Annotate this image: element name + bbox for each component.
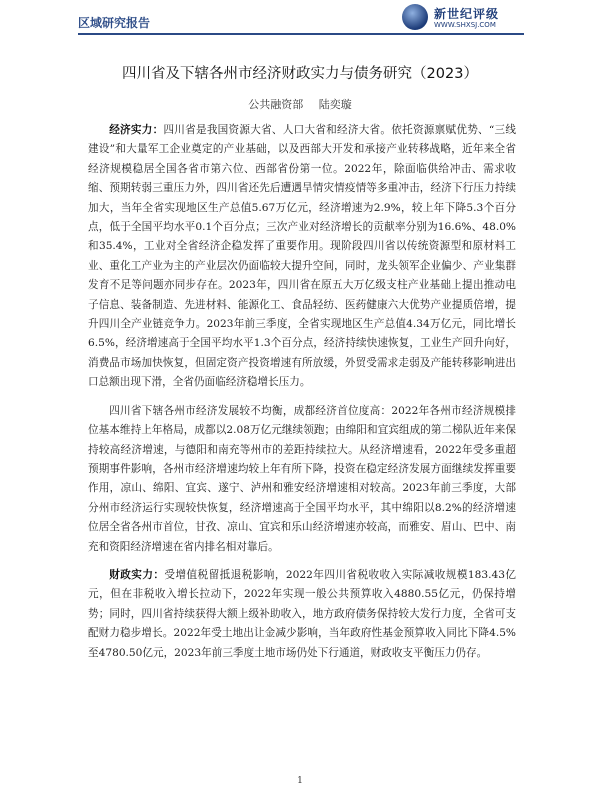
- page-header: [0, 0, 600, 38]
- department: 公共融资部: [248, 98, 304, 111]
- author-line: [0, 96, 600, 112]
- paragraph-text: 四川省是我国资源大省、人口大省和经济大省。依托资源禀赋优势、“三线建设”和大量军工企业奠定的产业基础，以及西部大开发和承接产业转移战略，近年来全省经济规模稳居全国各省市第六位、西部省份第一位。2022年，除面临供给冲击、需求收缩、预期转弱三重压力外，四川省还先后遭遇旱情灾情疫情等多重冲击，经济下行压力持续加大，当年全省实现地区生产总值5.67万亿元，经济增速为2.9%，较上年下降5.3个百分点，低于全国平均水平0.1个百分点；三次产业对经济增长的贡献率分别为16.6%、48.0%和35.4%，工业对全省经济企稳发挥了重要作用。现阶段四川省以传统资源型和原材料工业、重化工产业为主的产业层次仍面临较大提升空间，同时，龙头领军企业偏少、产业集群发育不足等问题亦同步存在。2023年，四川省在原五大万亿级支柱产业基础上提出推动电子信息、装备制造、先进材料、能源化工、食品轻纺、医药健康六大优势产业提质倍增，提升四川全产业链竞争力。2023年前三季度，全省实现地区生产总值4.34万亿元，同比增长6.5%，经济增速高于全国平均水平1.3个百分点，经济持续快速恢复，工业生产回升向好，消费品市场加快恢复，但固定资产投资增速有所放缓，外贸受需求走弱及产能转移影响进出口总额出现下滑，全省仍面临经济稳增长压力。: [88, 124, 516, 389]
- paragraph-lead: 经济实力：: [109, 124, 164, 136]
- page-number: 1: [297, 776, 303, 786]
- document-title: 四川省及下辖各州市经济财政实力与债务研究（2023）: [122, 66, 478, 82]
- section-title: 区域研究报告: [78, 16, 151, 30]
- document-body: [88, 121, 516, 672]
- logo-name: 新世纪评级: [434, 7, 500, 21]
- paragraph-text: 四川省下辖各州市经济发展较不均衡，成都经济首位度高：2022年各州市经济规模排位基本维持上年格局，成都以2.08万亿元继续领跑；由绵阳和宜宾组成的第二梯队近年来保持较高经济增速，与德阳和南充等州市的差距持续拉大。从经济增速看，2022年受多重超预期事件影响，各州市经济增速均较上年有所下降，投资在稳定经济发展方面继续发挥重要作用，凉山、绵阳、宜宾、遂宁、泸州和雅安经济增速相对较高。2023年前三季度，大部分州市经济运行实现较快恢复，经济增速高于全国平均水平，其中绵阳以8.2%的经济增速位居全省各州市首位，甘孜、凉山、宜宾和乐山经济增速亦较高，而雅安、眉山、巴中、南充和资阳经济增速在省内排名相对靠后。: [88, 404, 516, 553]
- paragraph-lead: 财政实力：: [109, 568, 165, 581]
- logo-url: WWW.SHXSJ.COM: [434, 21, 496, 29]
- paragraph-text: 受增值税留抵退税影响，2022年四川省税收收入实际减收规模183.43亿元，但在非税收入增长拉动下，2022年实现一般公共预算收入4880.55亿元，仍保持增势；同时，四川省持续获得大额上级补助收入，地方政府债务保持较大发行力度，全省可支配财力稳步增长。2022年受土地出让金减少影响，当年政府性基金预算收入同比下降4.5%至4780.50亿元，2023年前三季度土地市场仍处下行通道，财政收支平衡压力仍存。: [88, 568, 516, 659]
- header-divider: [78, 33, 524, 35]
- company-logo: [402, 4, 524, 32]
- globe-icon: [402, 4, 428, 30]
- paragraph-fiscal: [88, 566, 516, 663]
- author-name: 陆奕璇: [318, 98, 352, 111]
- paragraph-economy: [88, 121, 516, 393]
- paragraph-regions: [88, 402, 516, 557]
